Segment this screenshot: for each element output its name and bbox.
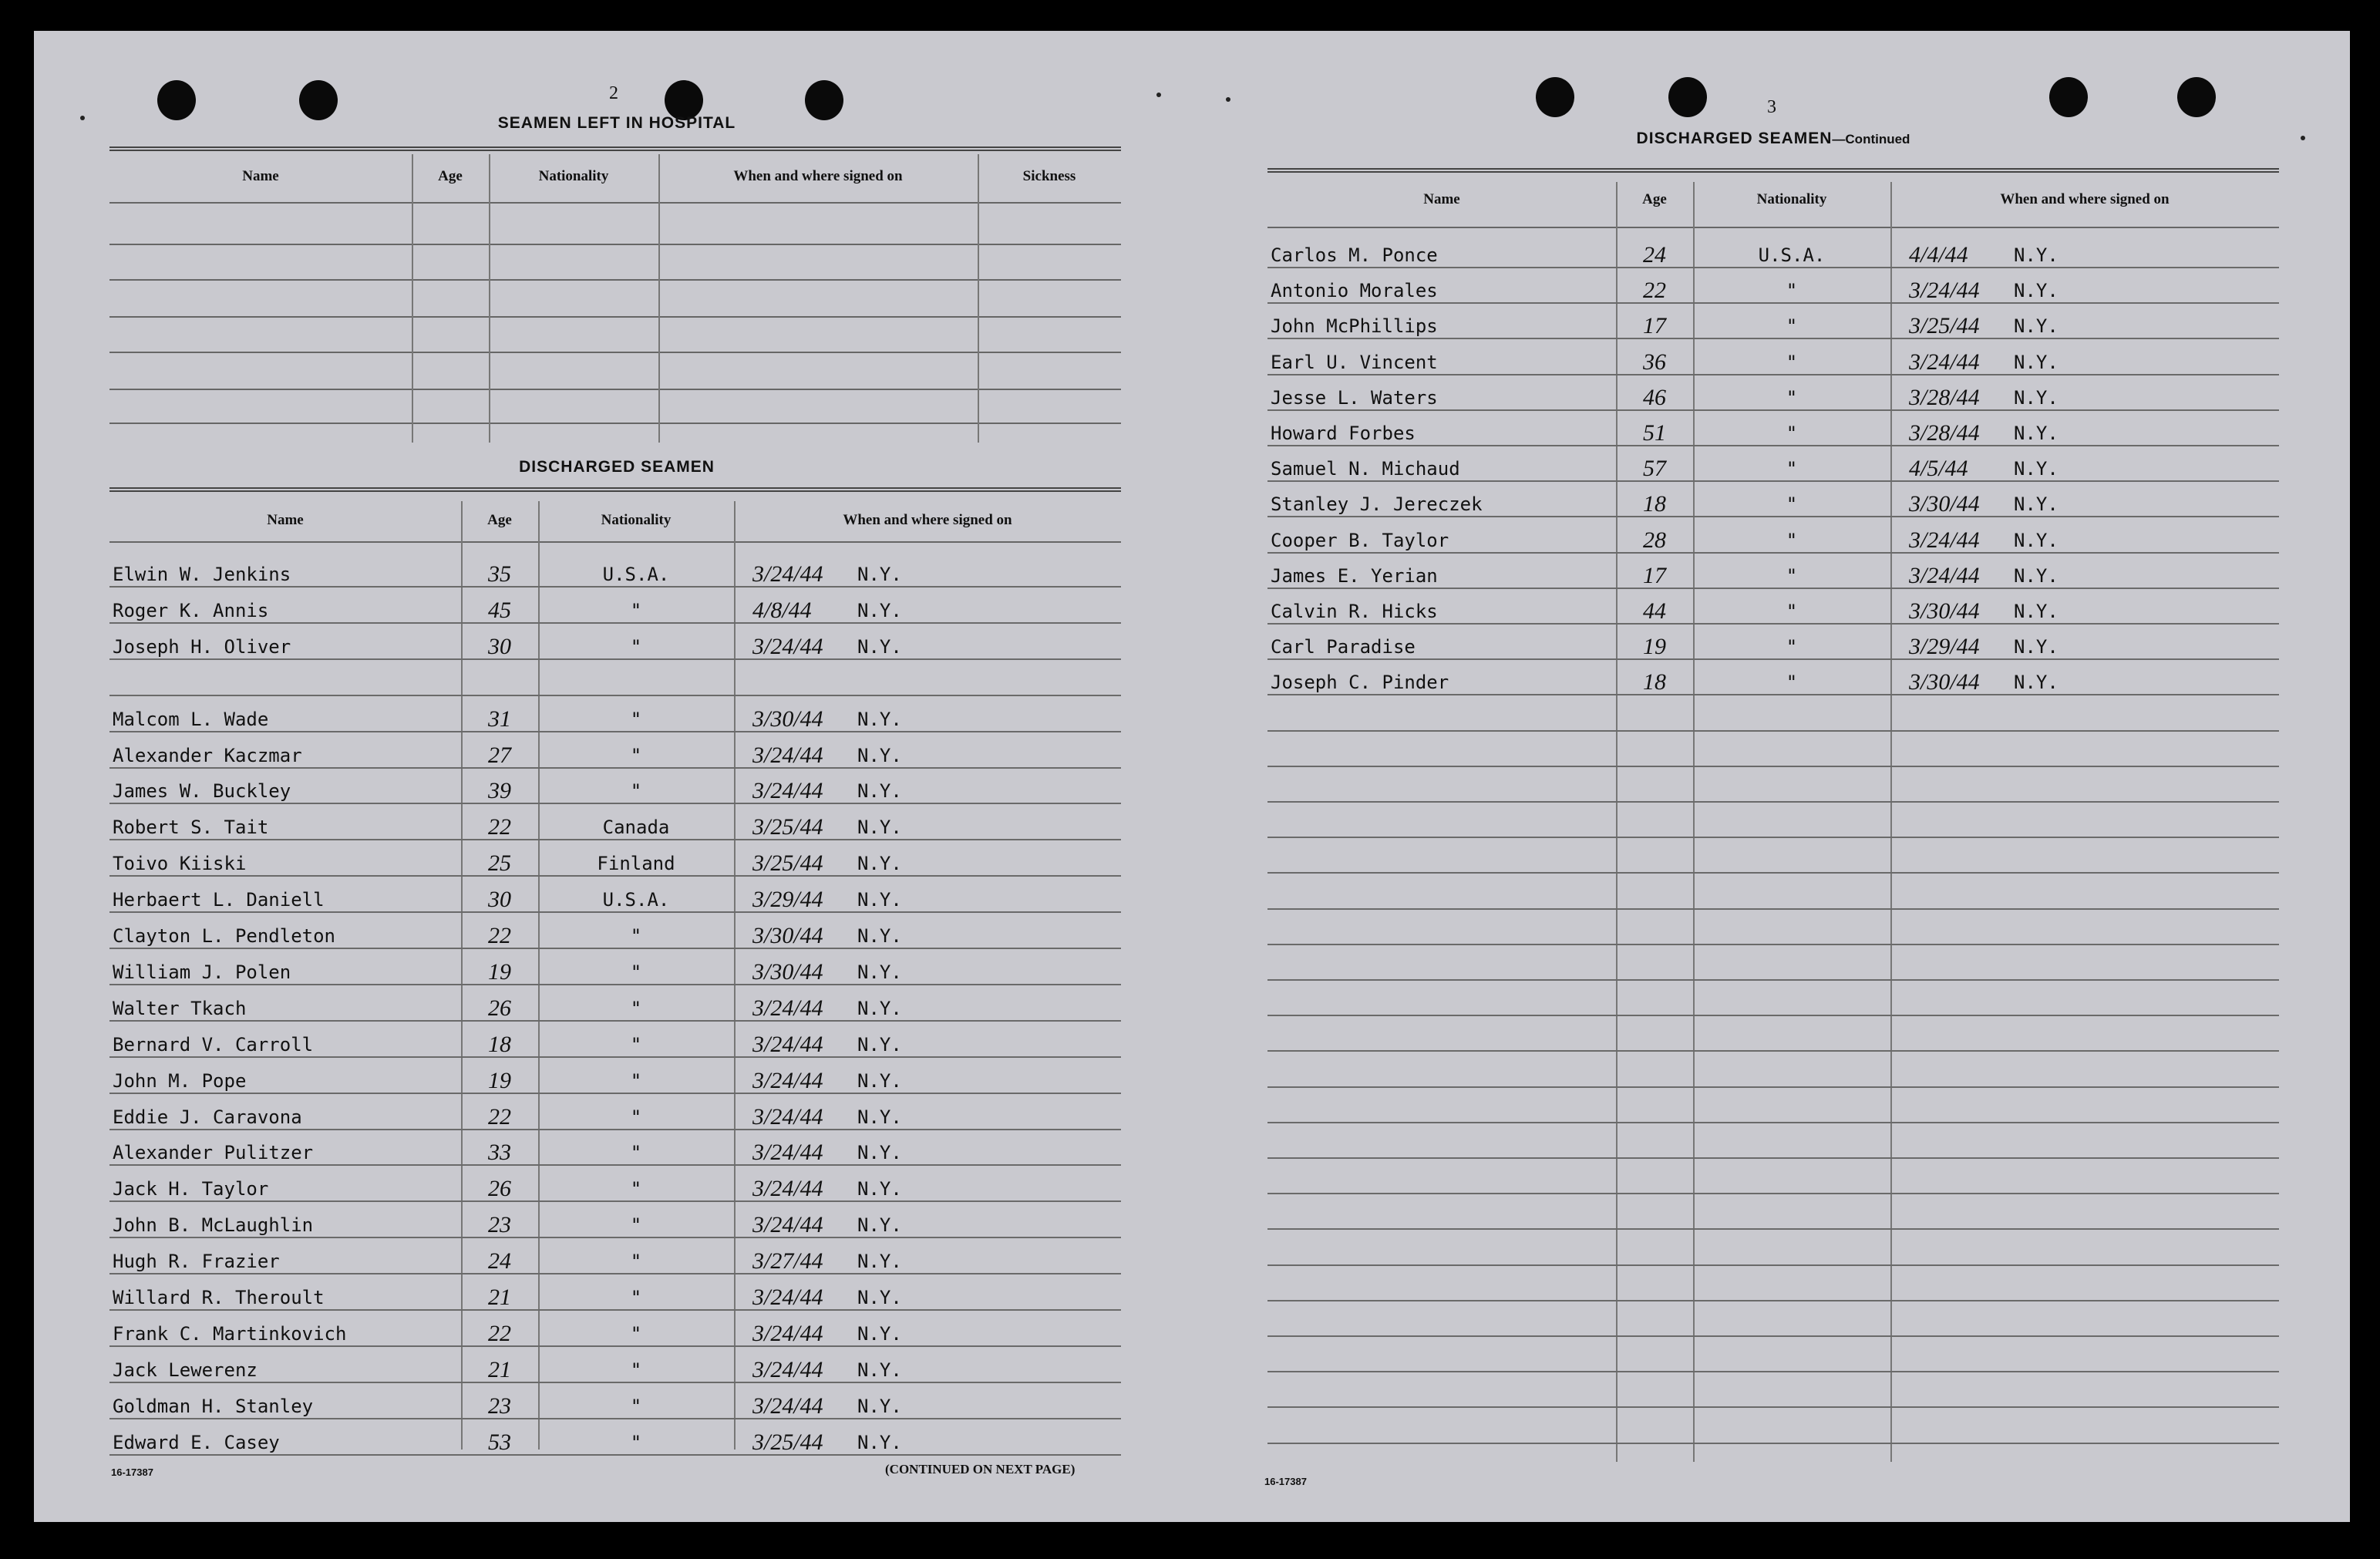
column-header-nationality: Nationality	[601, 512, 672, 528]
row-rule	[1267, 623, 2279, 625]
signed-on-place: N.Y.	[857, 1106, 902, 1128]
row-rule	[1267, 1015, 2279, 1016]
seaman-age: 39	[488, 778, 511, 804]
seaman-name: Willard R. Theroult	[113, 1287, 325, 1308]
seaman-nationality: "	[1786, 280, 1798, 302]
seaman-nationality: "	[630, 1395, 642, 1417]
title-suffix: —Continued	[1832, 132, 1910, 146]
seaman-name: Edward E. Casey	[113, 1431, 280, 1453]
signed-on-place: N.Y.	[857, 1287, 902, 1308]
seaman-name: James W. Buckley	[113, 780, 291, 803]
signed-on-date: 3/30/44	[1909, 598, 1980, 624]
row-rule	[109, 948, 1121, 949]
seaman-nationality: "	[630, 1359, 642, 1381]
signed-on-date: 3/24/44	[752, 1140, 823, 1166]
grid-line	[109, 389, 1121, 390]
seaman-nationality: U.S.A.	[602, 564, 670, 585]
row-rule	[1267, 338, 2279, 339]
row-rule	[1267, 979, 2279, 981]
seaman-age: 26	[488, 995, 511, 1021]
row-rule	[1267, 267, 2279, 268]
signed-on-place: N.Y.	[857, 817, 902, 839]
signed-on-place: N.Y.	[857, 564, 902, 585]
signed-on-date: 3/24/44	[752, 1103, 823, 1130]
seaman-nationality: "	[630, 1106, 642, 1128]
signed-on-date: 3/24/44	[752, 633, 823, 659]
seaman-age: 28	[1643, 527, 1666, 553]
signed-on-date: 3/30/44	[1909, 491, 1980, 517]
seaman-nationality: "	[630, 744, 642, 766]
seaman-age: 18	[1643, 669, 1666, 695]
seaman-name: James E. Yerian	[1271, 564, 1438, 587]
signed-on-date: 3/24/44	[752, 1176, 823, 1202]
seaman-name: Antonio Morales	[1271, 280, 1438, 302]
row-rule	[1267, 1193, 2279, 1194]
row-rule	[1267, 694, 2279, 695]
signed-on-place: N.Y.	[857, 925, 902, 947]
signed-on-place: N.Y.	[857, 635, 902, 658]
punch-hole	[1536, 77, 1574, 117]
row-rule	[109, 1309, 1121, 1311]
signed-on-place: N.Y.	[857, 708, 902, 730]
seaman-name: Goldman H. Stanley	[113, 1395, 314, 1417]
row-rule	[109, 839, 1121, 840]
seaman-nationality: "	[1786, 386, 1798, 409]
signed-on-place: N.Y.	[857, 1359, 902, 1381]
column-divider	[412, 154, 413, 443]
row-rule	[109, 1200, 1121, 1202]
rule	[109, 146, 1121, 151]
seaman-nationality: "	[630, 925, 642, 947]
seaman-name: Stanley J. Jereczek	[1271, 493, 1483, 516]
signed-on-date: 3/28/44	[1909, 384, 1980, 410]
punch-hole	[805, 80, 843, 120]
ink-speck	[1226, 97, 1230, 102]
seaman-name: Roger K. Annis	[113, 599, 269, 621]
signed-on-place: N.Y.	[2014, 529, 2059, 551]
seaman-age: 53	[488, 1429, 511, 1455]
column-header-signed-on: When and where signed on	[733, 168, 903, 184]
discharged-continued-title	[1573, 130, 1974, 148]
grid-line	[109, 202, 1121, 204]
seaman-nationality: "	[1786, 351, 1798, 373]
signed-on-place: N.Y.	[857, 1322, 902, 1345]
seaman-name: Howard Forbes	[1271, 423, 1416, 444]
seaman-name: Hugh R. Frazier	[113, 1251, 280, 1273]
signed-on-date: 3/24/44	[1909, 527, 1980, 553]
signed-on-date: 3/24/44	[1909, 562, 1980, 588]
row-rule	[1267, 1122, 2279, 1123]
signed-on-place: N.Y.	[857, 1431, 902, 1453]
column-header-name: Name	[1423, 191, 1460, 207]
row-rule	[109, 1237, 1121, 1238]
seaman-name: Samuel N. Michaud	[1271, 458, 1460, 480]
punch-hole	[2177, 77, 2216, 117]
seaman-nationality: U.S.A.	[602, 889, 670, 911]
seaman-age: 22	[488, 814, 511, 840]
grid-line	[109, 352, 1121, 353]
column-divider	[658, 154, 660, 443]
row-rule	[1267, 1406, 2279, 1408]
signed-on-place: N.Y.	[857, 1069, 902, 1092]
title-main: DISCHARGED SEAMEN	[1636, 130, 1833, 147]
seaman-age: 19	[488, 958, 511, 985]
column-header-name: Name	[267, 512, 304, 528]
row-rule	[109, 1273, 1121, 1274]
signed-on-date: 3/24/44	[752, 1320, 823, 1346]
grid-line	[109, 423, 1121, 424]
seaman-age: 19	[488, 1067, 511, 1093]
row-rule	[1267, 944, 2279, 945]
row-rule	[109, 731, 1121, 732]
signed-on-date: 3/30/44	[752, 705, 823, 732]
seaman-age: 24	[1643, 242, 1666, 268]
row-rule	[109, 1056, 1121, 1058]
row-rule	[109, 984, 1121, 985]
seaman-nationality: "	[1786, 315, 1798, 338]
form-code: 16-17387	[111, 1466, 153, 1478]
seaman-age: 22	[1643, 278, 1666, 304]
row-rule	[1267, 409, 2279, 411]
seaman-age: 18	[1643, 491, 1666, 517]
seaman-nationality: "	[1786, 493, 1798, 516]
signed-on-date: 3/28/44	[1909, 420, 1980, 446]
seaman-name: Elwin W. Jenkins	[113, 564, 291, 585]
seaman-nationality: "	[630, 1214, 642, 1237]
seaman-name: Joseph C. Pinder	[1271, 672, 1449, 694]
column-header-nationality: Nationality	[1756, 191, 1827, 207]
signed-on-place: N.Y.	[857, 853, 902, 875]
row-rule	[1267, 801, 2279, 803]
signed-on-place: N.Y.	[2014, 386, 2059, 409]
form-code: 16-17387	[1264, 1476, 1307, 1487]
column-divider	[978, 154, 979, 443]
ink-speck	[80, 116, 85, 120]
seaman-nationality: "	[1786, 458, 1798, 480]
seaman-age: 57	[1643, 456, 1666, 482]
signed-on-date: 3/25/44	[752, 850, 823, 877]
seaman-name: Carl Paradise	[1271, 636, 1416, 658]
seaman-name: Herbaert L. Daniell	[113, 889, 325, 911]
seaman-name: Eddie J. Caravona	[113, 1106, 302, 1128]
signed-on-date: 3/24/44	[1909, 278, 1980, 304]
seaman-age: 19	[1643, 634, 1666, 660]
seaman-nationality: "	[630, 1178, 642, 1200]
signed-on-place: N.Y.	[857, 997, 902, 1019]
row-rule	[1267, 1228, 2279, 1230]
column-header-age: Age	[487, 512, 512, 528]
seaman-age: 33	[488, 1140, 511, 1166]
signed-on-date: 3/24/44	[752, 1031, 823, 1057]
seaman-name: Carlos M. Ponce	[1271, 244, 1438, 266]
row-rule	[1267, 1086, 2279, 1088]
seaman-nationality: "	[630, 1142, 642, 1164]
seaman-nationality: "	[630, 1251, 642, 1273]
seaman-nationality: "	[1786, 601, 1798, 622]
signed-on-date: 3/30/44	[1909, 669, 1980, 695]
seaman-name: Jack Lewerenz	[113, 1359, 258, 1381]
seaman-name: Alexander Kaczmar	[113, 744, 302, 766]
signed-on-place: N.Y.	[857, 744, 902, 766]
row-rule	[1267, 908, 2279, 910]
seaman-age: 35	[488, 561, 511, 587]
signed-on-place: N.Y.	[857, 1251, 902, 1273]
column-header-nationality: Nationality	[538, 168, 609, 184]
signed-on-date: 3/29/44	[1909, 634, 1980, 660]
signed-on-place: N.Y.	[857, 1142, 902, 1164]
row-rule	[109, 767, 1121, 769]
seaman-nationality: "	[630, 997, 642, 1019]
seaman-name: John McPhillips	[1271, 315, 1438, 338]
signed-on-date: 3/24/44	[752, 1392, 823, 1419]
row-rule	[109, 1454, 1121, 1456]
signed-on-date: 3/24/44	[752, 995, 823, 1021]
column-header-name: Name	[242, 168, 279, 184]
seaman-age: 22	[488, 1320, 511, 1346]
row-rule	[1267, 872, 2279, 874]
seaman-nationality: "	[630, 708, 642, 730]
signed-on-date: 3/24/44	[1909, 349, 1980, 375]
column-header-sickness: Sickness	[1022, 168, 1076, 184]
continued-note: (CONTINUED ON NEXT PAGE)	[885, 1462, 1076, 1477]
seaman-nationality: "	[1786, 423, 1798, 444]
signed-on-place: N.Y.	[2014, 636, 2059, 658]
seaman-name: Frank C. Martinkovich	[113, 1322, 347, 1345]
signed-on-date: 3/24/44	[752, 1067, 823, 1093]
signed-on-date: 3/27/44	[752, 1248, 823, 1274]
column-header-signed-on: When and where signed on	[2000, 191, 2170, 207]
row-rule	[1267, 480, 2279, 482]
signed-on-place: N.Y.	[857, 599, 902, 621]
seaman-age: 24	[488, 1248, 511, 1274]
row-rule	[109, 875, 1121, 877]
row-rule	[109, 1164, 1121, 1166]
seaman-age: 17	[1643, 313, 1666, 339]
rule	[1267, 168, 2279, 173]
punch-hole	[157, 80, 196, 120]
seaman-age: 51	[1643, 420, 1666, 446]
discharged-section-title: DISCHARGED SEAMEN	[519, 458, 715, 476]
seaman-age: 23	[488, 1212, 511, 1238]
seaman-name: Jack H. Taylor	[113, 1178, 269, 1200]
signed-on-date: 3/25/44	[752, 814, 823, 840]
seaman-name: Joseph H. Oliver	[113, 635, 291, 658]
row-rule	[1267, 1300, 2279, 1301]
hospital-section-title: SEAMEN LEFT IN HOSPITAL	[497, 114, 736, 132]
seaman-age: 17	[1643, 562, 1666, 588]
row-rule	[109, 1129, 1121, 1130]
row-rule	[1267, 1371, 2279, 1372]
seaman-age: 27	[488, 742, 511, 768]
seaman-name: Malcom L. Wade	[113, 708, 269, 730]
seaman-name: Walter Tkach	[113, 997, 247, 1019]
row-rule	[1267, 374, 2279, 375]
row-rule	[109, 586, 1121, 588]
signed-on-date: 3/24/44	[752, 1212, 823, 1238]
signed-on-date: 3/24/44	[752, 1285, 823, 1310]
seaman-age: 36	[1643, 349, 1666, 375]
form-sheet	[34, 31, 2350, 1522]
seaman-age: 22	[488, 1103, 511, 1130]
signed-on-date: 3/29/44	[752, 887, 823, 913]
row-rule	[1267, 588, 2279, 589]
signed-on-place: N.Y.	[2014, 280, 2059, 302]
signed-on-place: N.Y.	[857, 889, 902, 911]
ink-speck	[2301, 136, 2305, 140]
seaman-name: Calvin R. Hicks	[1271, 601, 1438, 622]
signed-on-place: N.Y.	[2014, 458, 2059, 480]
punch-hole	[299, 80, 338, 120]
header-rule	[1267, 227, 2279, 228]
row-rule	[109, 1418, 1121, 1419]
page-number: 2	[609, 83, 618, 103]
seaman-nationality: "	[1786, 529, 1798, 551]
seaman-age: 23	[488, 1392, 511, 1419]
signed-on-place: N.Y.	[2014, 244, 2059, 266]
seaman-name: Robert S. Tait	[113, 817, 269, 839]
row-rule	[109, 622, 1121, 624]
signed-on-place: N.Y.	[857, 1395, 902, 1417]
row-rule	[1267, 516, 2279, 517]
signed-on-place: N.Y.	[2014, 351, 2059, 373]
seaman-age: 30	[488, 633, 511, 659]
signed-on-place: N.Y.	[2014, 672, 2059, 694]
grid-line	[109, 244, 1121, 245]
seaman-nationality: "	[630, 1322, 642, 1345]
seaman-nationality: Canada	[602, 817, 670, 839]
row-rule	[1267, 302, 2279, 304]
row-rule	[1267, 766, 2279, 767]
row-rule	[109, 1345, 1121, 1347]
signed-on-date: 4/4/44	[1909, 242, 1968, 268]
signed-on-place: N.Y.	[857, 961, 902, 983]
column-header-signed-on: When and where signed on	[843, 512, 1012, 528]
column-divider	[734, 501, 736, 1450]
seaman-nationality: "	[630, 1069, 642, 1092]
row-rule	[1267, 1264, 2279, 1266]
punch-hole	[2049, 77, 2088, 117]
seaman-nationality: "	[630, 1033, 642, 1056]
column-header-age: Age	[1642, 191, 1667, 207]
row-rule	[1267, 1443, 2279, 1444]
row-rule	[109, 911, 1121, 913]
signed-on-place: N.Y.	[857, 1033, 902, 1056]
row-rule	[1267, 730, 2279, 732]
column-divider	[489, 154, 490, 443]
seaman-name: William J. Polen	[113, 961, 291, 983]
rule	[109, 487, 1121, 492]
row-rule	[109, 695, 1121, 696]
seaman-name: John B. McLaughlin	[113, 1214, 314, 1237]
ink-speck	[1156, 93, 1161, 97]
row-rule	[1267, 445, 2279, 446]
seaman-name: Bernard V. Carroll	[113, 1033, 314, 1056]
grid-line	[109, 279, 1121, 281]
seaman-age: 30	[488, 887, 511, 913]
seaman-nationality: "	[1786, 636, 1798, 658]
signed-on-date: 3/30/44	[752, 923, 823, 948]
punch-hole	[1668, 77, 1707, 117]
seaman-age: 21	[488, 1356, 511, 1382]
seaman-age: 26	[488, 1176, 511, 1202]
seaman-nationality: U.S.A.	[1758, 244, 1826, 266]
seaman-nationality: "	[630, 1431, 642, 1453]
grid-line	[109, 316, 1121, 318]
seaman-nationality: "	[1786, 672, 1798, 694]
seaman-name: John M. Pope	[113, 1069, 247, 1092]
signed-on-date: 3/25/44	[1909, 313, 1980, 339]
row-rule	[1267, 658, 2279, 660]
header-rule	[109, 541, 1121, 543]
column-header-age: Age	[438, 168, 463, 184]
signed-on-place: N.Y.	[857, 1178, 902, 1200]
seaman-nationality: "	[630, 599, 642, 621]
signed-on-place: N.Y.	[2014, 493, 2059, 516]
signed-on-place: N.Y.	[2014, 423, 2059, 444]
seaman-age: 45	[488, 597, 511, 623]
seaman-age: 18	[488, 1031, 511, 1057]
row-rule	[1267, 1050, 2279, 1052]
signed-on-date: 3/24/44	[752, 1356, 823, 1382]
signed-on-place: N.Y.	[857, 1214, 902, 1237]
seaman-age: 46	[1643, 384, 1666, 410]
seaman-age: 44	[1643, 598, 1666, 624]
seaman-name: Earl U. Vincent	[1271, 351, 1438, 373]
signed-on-date: 3/24/44	[752, 561, 823, 587]
signed-on-date: 3/24/44	[752, 778, 823, 804]
signed-on-place: N.Y.	[2014, 601, 2059, 622]
row-rule	[109, 1020, 1121, 1022]
seaman-nationality: "	[630, 635, 642, 658]
seaman-name: Jesse L. Waters	[1271, 386, 1438, 409]
signed-on-date: 3/24/44	[752, 742, 823, 768]
seaman-nationality: Finland	[597, 853, 675, 875]
row-rule	[1267, 837, 2279, 838]
seaman-nationality: "	[630, 961, 642, 983]
seaman-name: Clayton L. Pendleton	[113, 925, 335, 947]
row-rule	[109, 803, 1121, 804]
signed-on-date: 4/5/44	[1909, 456, 1968, 482]
seaman-nationality: "	[1786, 564, 1798, 587]
seaman-nationality: "	[630, 1287, 642, 1308]
row-rule	[109, 1382, 1121, 1383]
signed-on-date: 3/30/44	[752, 958, 823, 985]
row-rule	[1267, 552, 2279, 554]
page-number: 3	[1767, 97, 1776, 117]
seaman-age: 31	[488, 705, 511, 732]
row-rule	[1267, 1157, 2279, 1159]
signed-on-place: N.Y.	[857, 780, 902, 803]
seaman-name: Cooper B. Taylor	[1271, 529, 1449, 551]
seaman-age: 25	[488, 850, 511, 877]
row-rule	[1267, 1335, 2279, 1337]
seaman-name: Alexander Pulitzer	[113, 1142, 314, 1164]
seaman-name: Toivo Kiiski	[113, 853, 247, 875]
seaman-nationality: "	[630, 780, 642, 803]
row-rule	[109, 658, 1121, 660]
signed-on-date: 4/8/44	[752, 597, 812, 623]
signed-on-place: N.Y.	[2014, 564, 2059, 587]
signed-on-place: N.Y.	[2014, 315, 2059, 338]
row-rule	[109, 1093, 1121, 1094]
signed-on-date: 3/25/44	[752, 1429, 823, 1455]
seaman-age: 22	[488, 923, 511, 948]
seaman-age: 21	[488, 1285, 511, 1310]
